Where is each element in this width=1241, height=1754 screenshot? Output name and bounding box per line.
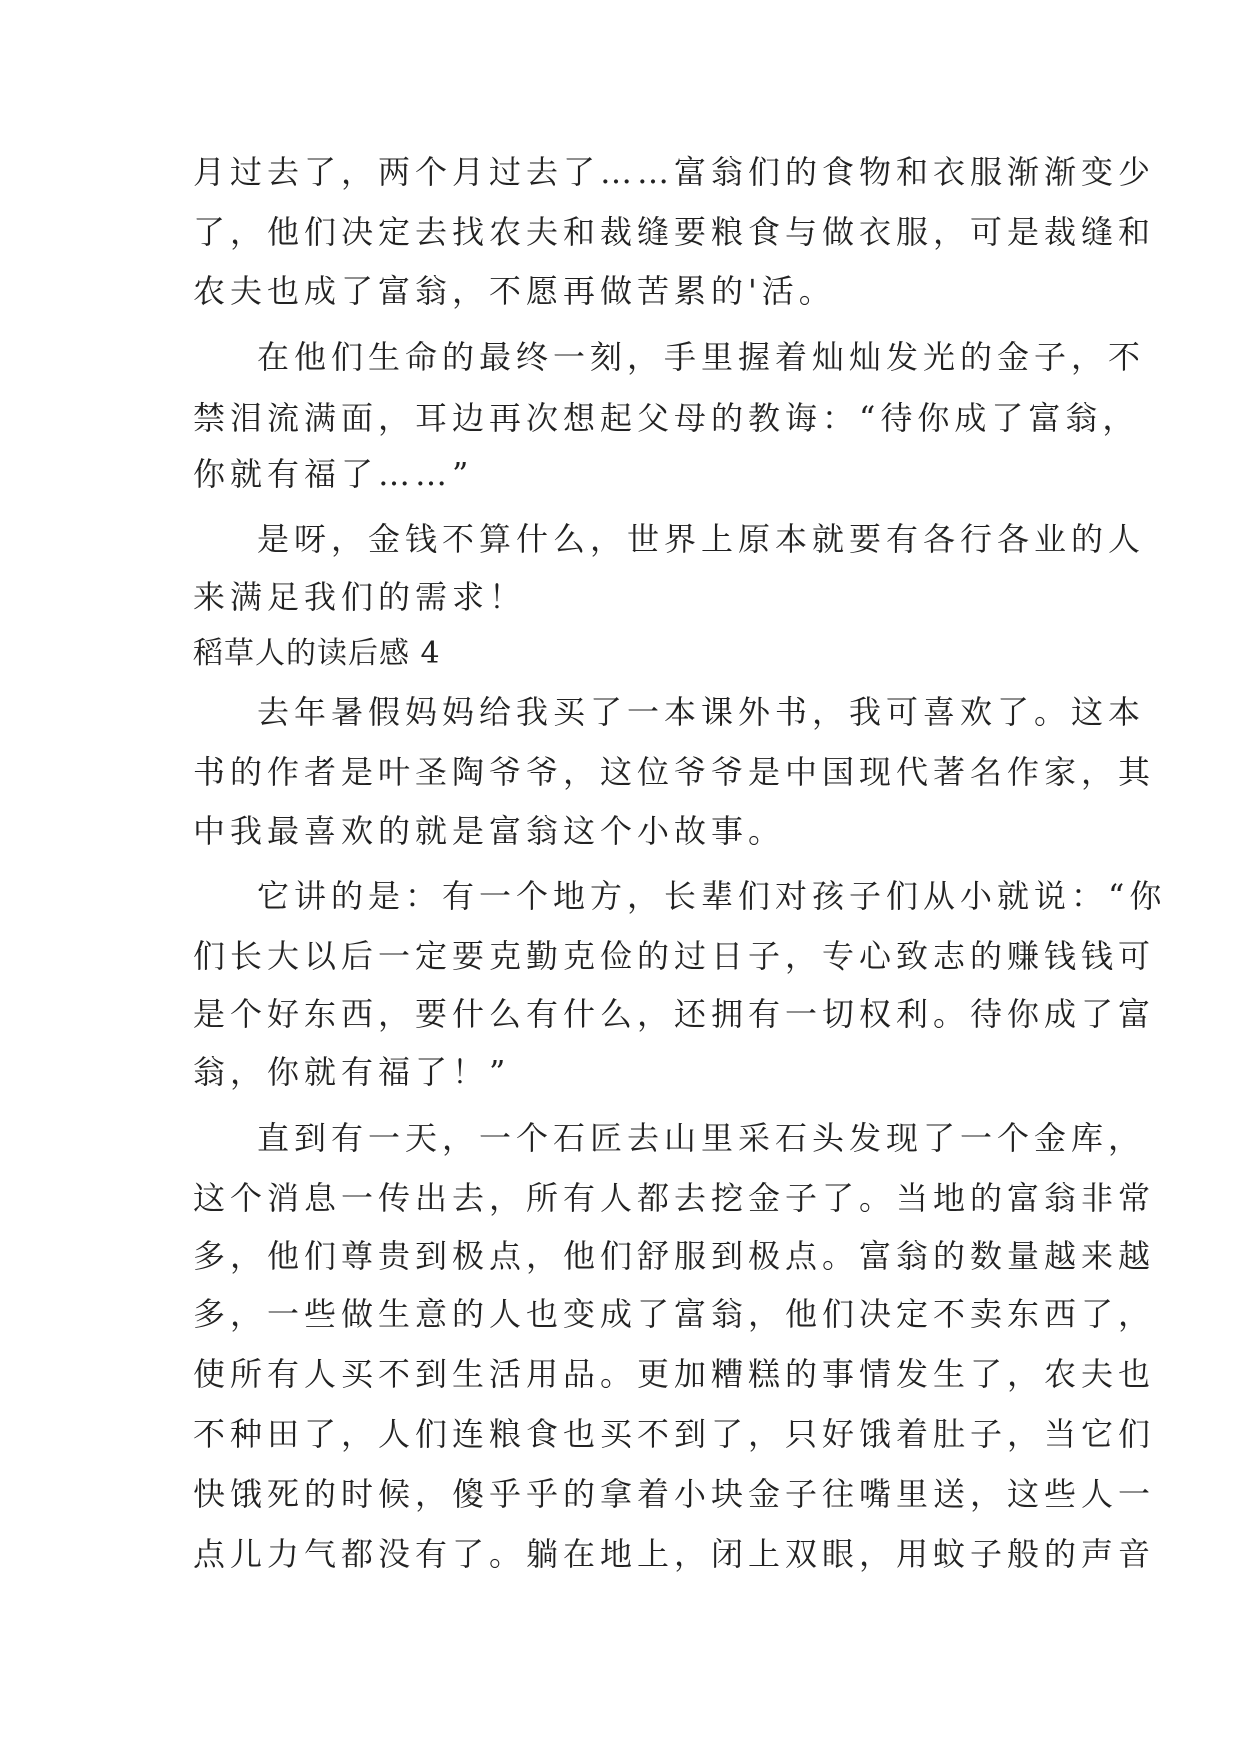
paragraph-2-line-1: 在他们生命的最终一刻，手里握着灿灿发光的金子，不 xyxy=(257,338,1146,376)
paragraph-5-line-1: 它讲的是：有一个地方，长辈们对孩子们从小就说：“你 xyxy=(257,877,1167,915)
paragraph-2-line-3: 你就有福了……” xyxy=(193,455,474,493)
section-heading: 稻草人的读后感 4 xyxy=(193,636,441,671)
paragraph-4-line-3: 中我最喜欢的就是富翁这个小故事。 xyxy=(193,812,786,850)
paragraph-5-line-3: 是个好东西，要什么有什么，还拥有一切权利。待你成了富 xyxy=(193,995,1156,1033)
paragraph-6-line-5: 使所有人买不到生活用品。更加糟糕的事情发生了，农夫也 xyxy=(193,1355,1156,1393)
paragraph-5-line-2: 们长大以后一定要克勤克俭的过日子，专心致志的赚钱钱可 xyxy=(193,937,1156,975)
paragraph-6-line-1: 直到有一天，一个石匠去山里采石头发现了一个金库， xyxy=(257,1119,1146,1157)
paragraph-3-line-2: 来满足我们的需求！ xyxy=(193,578,527,616)
paragraph-6-line-6: 不种田了，人们连粮食也买不到了，只好饿着肚子，当它们 xyxy=(193,1415,1156,1453)
paragraph-5-line-4: 翁，你就有福了！” xyxy=(193,1053,511,1091)
paragraph-1-line-3: 农夫也成了富翁，不愿再做苦累的'活。 xyxy=(193,272,836,310)
paragraph-2-line-2: 禁泪流满面，耳边再次想起父母的教诲：“待你成了富翁， xyxy=(193,399,1140,437)
paragraph-1-line-2: 了，他们决定去找农夫和裁缝要粮食与做衣服，可是裁缝和 xyxy=(193,213,1156,251)
paragraph-6-line-7: 快饿死的时候，傻乎乎的拿着小块金子往嘴里送，这些人一 xyxy=(193,1475,1156,1513)
paragraph-6-line-8: 点儿力气都没有了。躺在地上，闭上双眼，用蚊子般的声音 xyxy=(193,1535,1156,1573)
paragraph-4-line-2: 书的作者是叶圣陶爷爷，这位爷爷是中国现代著名作家，其 xyxy=(193,753,1156,791)
paragraph-6-line-3: 多，他们尊贵到极点，他们舒服到极点。富翁的数量越来越 xyxy=(193,1237,1156,1275)
paragraph-1-line-1: 月过去了，两个月过去了……富翁们的食物和衣服渐渐变少 xyxy=(193,153,1156,191)
paragraph-6-line-2: 这个消息一传出去，所有人都去挖金子了。当地的富翁非常 xyxy=(193,1179,1156,1217)
paragraph-6-line-4: 多，一些做生意的人也变成了富翁，他们决定不卖东西了， xyxy=(193,1295,1156,1333)
paragraph-3-line-1: 是呀，金钱不算什么，世界上原本就要有各行各业的人 xyxy=(257,520,1146,558)
paragraph-4-line-1: 去年暑假妈妈给我买了一本课外书，我可喜欢了。这本 xyxy=(257,693,1146,731)
